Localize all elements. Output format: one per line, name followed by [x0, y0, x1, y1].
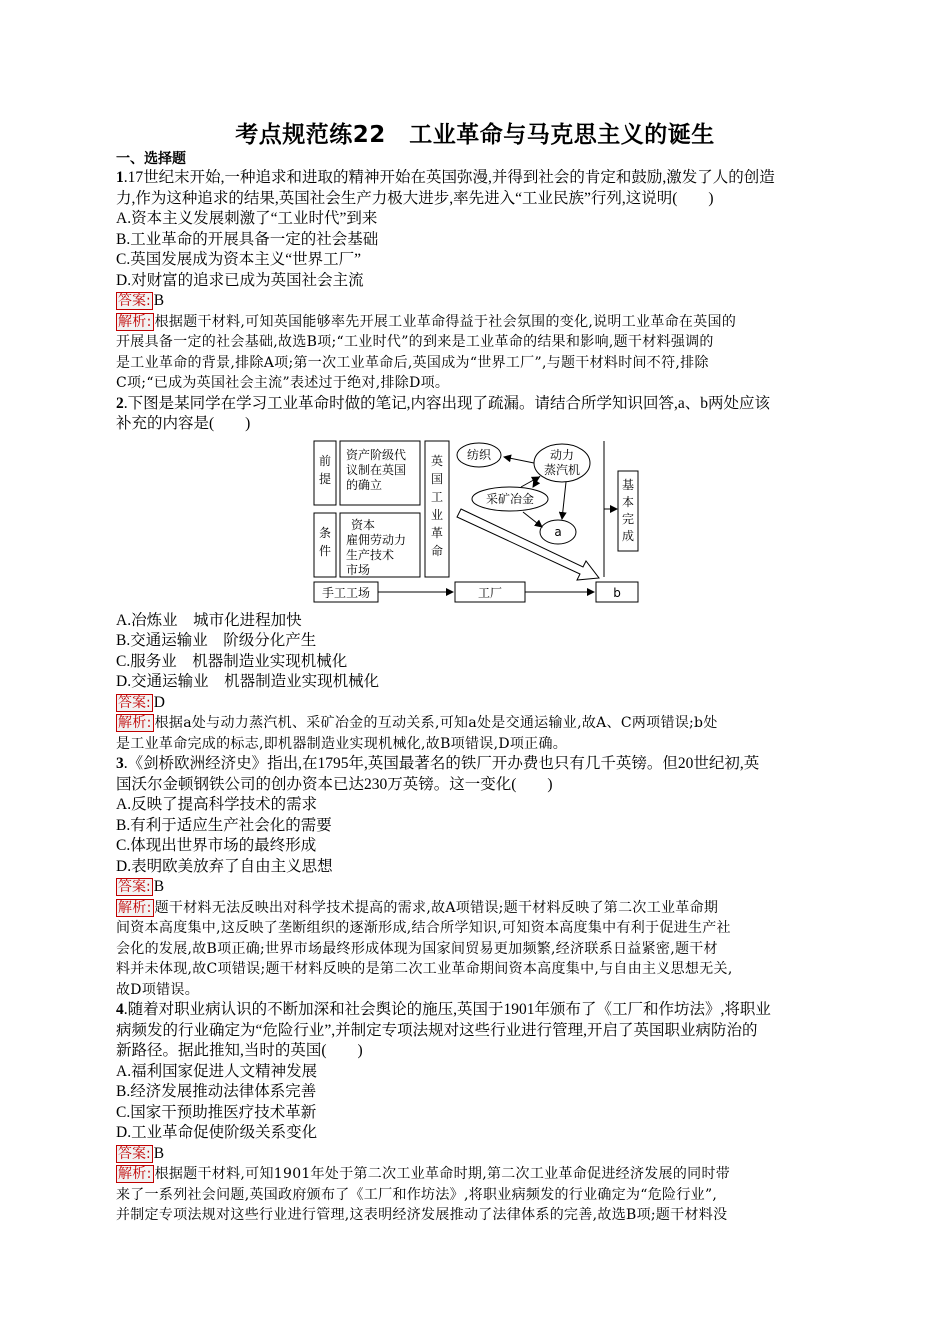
premise-char: 提 [318, 471, 332, 486]
option-c: C.国家干预助推医疗技术革新 [116, 1103, 317, 1121]
basic-char: 成 [621, 528, 635, 543]
steam-label: 蒸汽机 [543, 462, 581, 477]
explanation-line: 间资本高度集中,这反映了垄断组织的逐渐形成,结合所学知识,可知资本高度集中有利于促进生产社 [116, 920, 731, 936]
question-2-line-2: 补充的内容是( ) [116, 415, 251, 432]
box-text: 议制在英国 [346, 462, 407, 477]
question-text: .《剑桥欧洲经济史》指出,在1795年,英国最著名的铁厂开办费也只有几千英镑。但20世纪初,英 [123, 755, 760, 772]
answer-value: B [153, 878, 165, 895]
answer-tag: 答案: [118, 293, 151, 309]
option-a: A.冶炼业 城市化进程加快 [116, 611, 302, 629]
answer-value: B [153, 1144, 165, 1162]
answer-line [116, 877, 834, 898]
explain-tag: 解析: [118, 715, 152, 731]
answer-tag: 答案: [118, 694, 151, 711]
explain-tag: 解析: [118, 313, 152, 330]
revolution-char: 国 [430, 471, 444, 486]
option-a: A.资本主义发展刺激了“工业时代”到来 [116, 210, 378, 227]
question-4 [116, 1000, 834, 1226]
option-b: B.工业革命的开展具备一定的社会基础 [116, 230, 379, 248]
factory-label: 工厂 [477, 585, 503, 600]
explanation-line: 料并未体现,故C项错误;题干材料反映的是第二次工业革命期间资本高度集中,与自由主义思想无关, [116, 961, 733, 977]
option-c: C.体现出世界市场的最终形成 [116, 837, 317, 854]
question-text: .下图是某同学在学习工业革命时做的笔记,内容出现了疏漏。请结合所学知识回答,a、b两处应该 [123, 394, 771, 412]
explanation [116, 1164, 834, 1226]
question-4-line-1 [116, 1000, 834, 1021]
basic-char: 完 [621, 511, 635, 526]
basic-char: 本 [621, 494, 635, 509]
explanation-line: 是工业革命完成的标志,即机器制造业实现机械化,故B项错误,D项正确。 [116, 735, 568, 752]
option-d: D.对财富的追求已成为英国社会主流 [116, 271, 364, 289]
explanation-line: 是工业革命的背景,排除A项;第一次工业革命后,英国成为“世界工厂”,与题干材料时间不符,排除 [116, 354, 709, 371]
explanation [116, 312, 834, 394]
revolution-char: 英 [430, 453, 444, 468]
option-d: D.表明欧美放弃了自由主义思想 [116, 857, 333, 875]
question-3 [116, 754, 834, 1000]
option-b: B.有利于适应生产社会化的需要 [116, 816, 332, 834]
question-text: .随着对职业病认识的不断加深和社会舆论的施压,英国于1901年颁布了《工厂和作坊法》,将职业 [123, 1001, 771, 1018]
answer-line [116, 1144, 834, 1165]
explanation [116, 898, 834, 1001]
explanation-line: C项;“已成为英国社会主流”表述过于绝对,排除D项。 [116, 375, 450, 391]
explanation-line: 根据题干材料,可知1901年处于第二次工业革命时期,第二次工业革命促进经济发展的同时带 [154, 1166, 731, 1182]
explanation-line: 根据题干材料,可知英国能够率先开展工业革命得益于社会氛围的变化,说明工业革命在英国的 [154, 313, 737, 330]
question-number: 3 [116, 755, 124, 772]
industrial-revolution-diagram [116, 437, 834, 607]
option-b: B.经济发展推动法律体系完善 [116, 1083, 317, 1100]
question-text: .17世纪末开始,一种追求和进取的精神开始在英国弥漫,并得到社会的肯定和鼓励,激发了人的创造 [123, 169, 775, 186]
question-number: 4 [116, 1001, 124, 1018]
explain-tag: 解析: [118, 899, 152, 916]
explanation-line: 故D项错误。 [116, 981, 200, 998]
answer-line [116, 693, 834, 714]
page-title: 考点规范练22 工业革命与马克思主义的诞生 [235, 122, 715, 148]
explain-tag: 解析: [118, 1166, 152, 1182]
question-number: 2 [116, 394, 124, 412]
content [116, 150, 834, 1226]
option-c: C.英国发展成为资本主义“世界工厂” [116, 251, 361, 268]
box-text: 资产阶级代 [346, 447, 407, 462]
question-1-line-2: 力,作为这种追求的结果,英国社会生产力极大进步,率先进入“工业民族”行列,这说明( ) [116, 189, 714, 207]
condition-char: 条 [318, 525, 332, 540]
explanation-line: 开展具备一定的社会基础,故选B项;“工业时代”的到来是工业革命的结果和影响,题干材料强调的 [116, 334, 714, 350]
box-text: 雇佣劳动力 [346, 532, 407, 547]
box-text: 资本 [351, 517, 376, 532]
revolution-char: 业 [430, 507, 444, 522]
explanation-line: 来了一系列社会问题,英国政府颁布了《工厂和作坊法》,将职业病频发的行业确定为“危险行业”, [116, 1186, 718, 1203]
question-1 [116, 168, 834, 394]
option-d: D.工业革命促使阶级关系变化 [116, 1124, 318, 1141]
question-3-line-2: 国沃尔金顿钢铁公司的创办资本已达230万英镑。这一变化( ) [116, 775, 553, 793]
question-3-line-1 [116, 754, 834, 775]
question-2-line-1 [116, 394, 834, 415]
explanation-line: 题干材料无法反映出对科学技术提高的需求,故A项错误;题干材料反映了第二次工业革命期 [154, 899, 719, 916]
steam-label: 动力 [549, 447, 575, 462]
question-2 [116, 394, 834, 755]
option-a: A.福利国家促进人文精神发展 [116, 1062, 318, 1080]
a-label: a [554, 524, 562, 539]
option-c: C.服务业 机器制造业实现机械化 [116, 652, 348, 670]
mining-label: 采矿冶金 [485, 491, 535, 506]
option-b: B.交通运输业 阶级分化产生 [116, 632, 317, 649]
section-heading: 一、选择题 [116, 151, 186, 167]
answer-value: B [153, 292, 165, 309]
question-4-line-2: 病频发的行业确定为“危险行业”,并制定专项法规对这些行业进行管理,开启了英国职业病防治的 [116, 1021, 758, 1039]
question-1-line-1 [116, 168, 834, 189]
textile-label: 纺织 [466, 447, 492, 462]
question-4-line-3: 新路径。据此推知,当时的英国( ) [116, 1042, 363, 1059]
answer-line [116, 291, 834, 312]
condition-char: 件 [318, 543, 332, 558]
revolution-char: 命 [430, 543, 444, 558]
hollow-arrow [457, 509, 599, 580]
premise-char: 前 [318, 453, 332, 468]
revolution-char: 工 [430, 489, 444, 504]
basic-char: 基 [621, 477, 635, 492]
arrow [562, 482, 566, 519]
option-a: A.反映了提高科学技术的需求 [116, 796, 318, 813]
answer-tag: 答案: [118, 879, 151, 895]
box-text: 的确立 [346, 477, 383, 492]
answer-value: D [153, 693, 165, 711]
explanation-line: 根据a处与动力蒸汽机、采矿冶金的互动关系,可知a处是交通运输业,故A、C两项错误;b处 [154, 715, 718, 731]
explanation-line: 会化的发展,故B项正确;世界市场最终形成体现为国家间贸易更加频繁,经济联系日益紧密,题干材 [116, 940, 718, 957]
workshop-label: 手工工场 [321, 585, 371, 600]
arrow [504, 457, 534, 463]
option-d: D.交通运输业 机器制造业实现机械化 [116, 673, 380, 690]
b-label: b [613, 585, 621, 600]
explanation [116, 713, 834, 754]
box-text: 市场 [346, 562, 371, 577]
box-text: 生产技术 [346, 547, 395, 562]
question-number: 1 [116, 169, 124, 186]
explanation-line: 并制定专项法规对这些行业进行管理,这表明经济发展推动了法律体系的完善,故选B项;题干材料没 [116, 1207, 728, 1223]
arrow [533, 476, 540, 487]
diagram-svg [311, 437, 641, 607]
answer-tag: 答案: [118, 1145, 151, 1162]
arrow [523, 512, 542, 527]
revolution-char: 革 [430, 525, 444, 540]
